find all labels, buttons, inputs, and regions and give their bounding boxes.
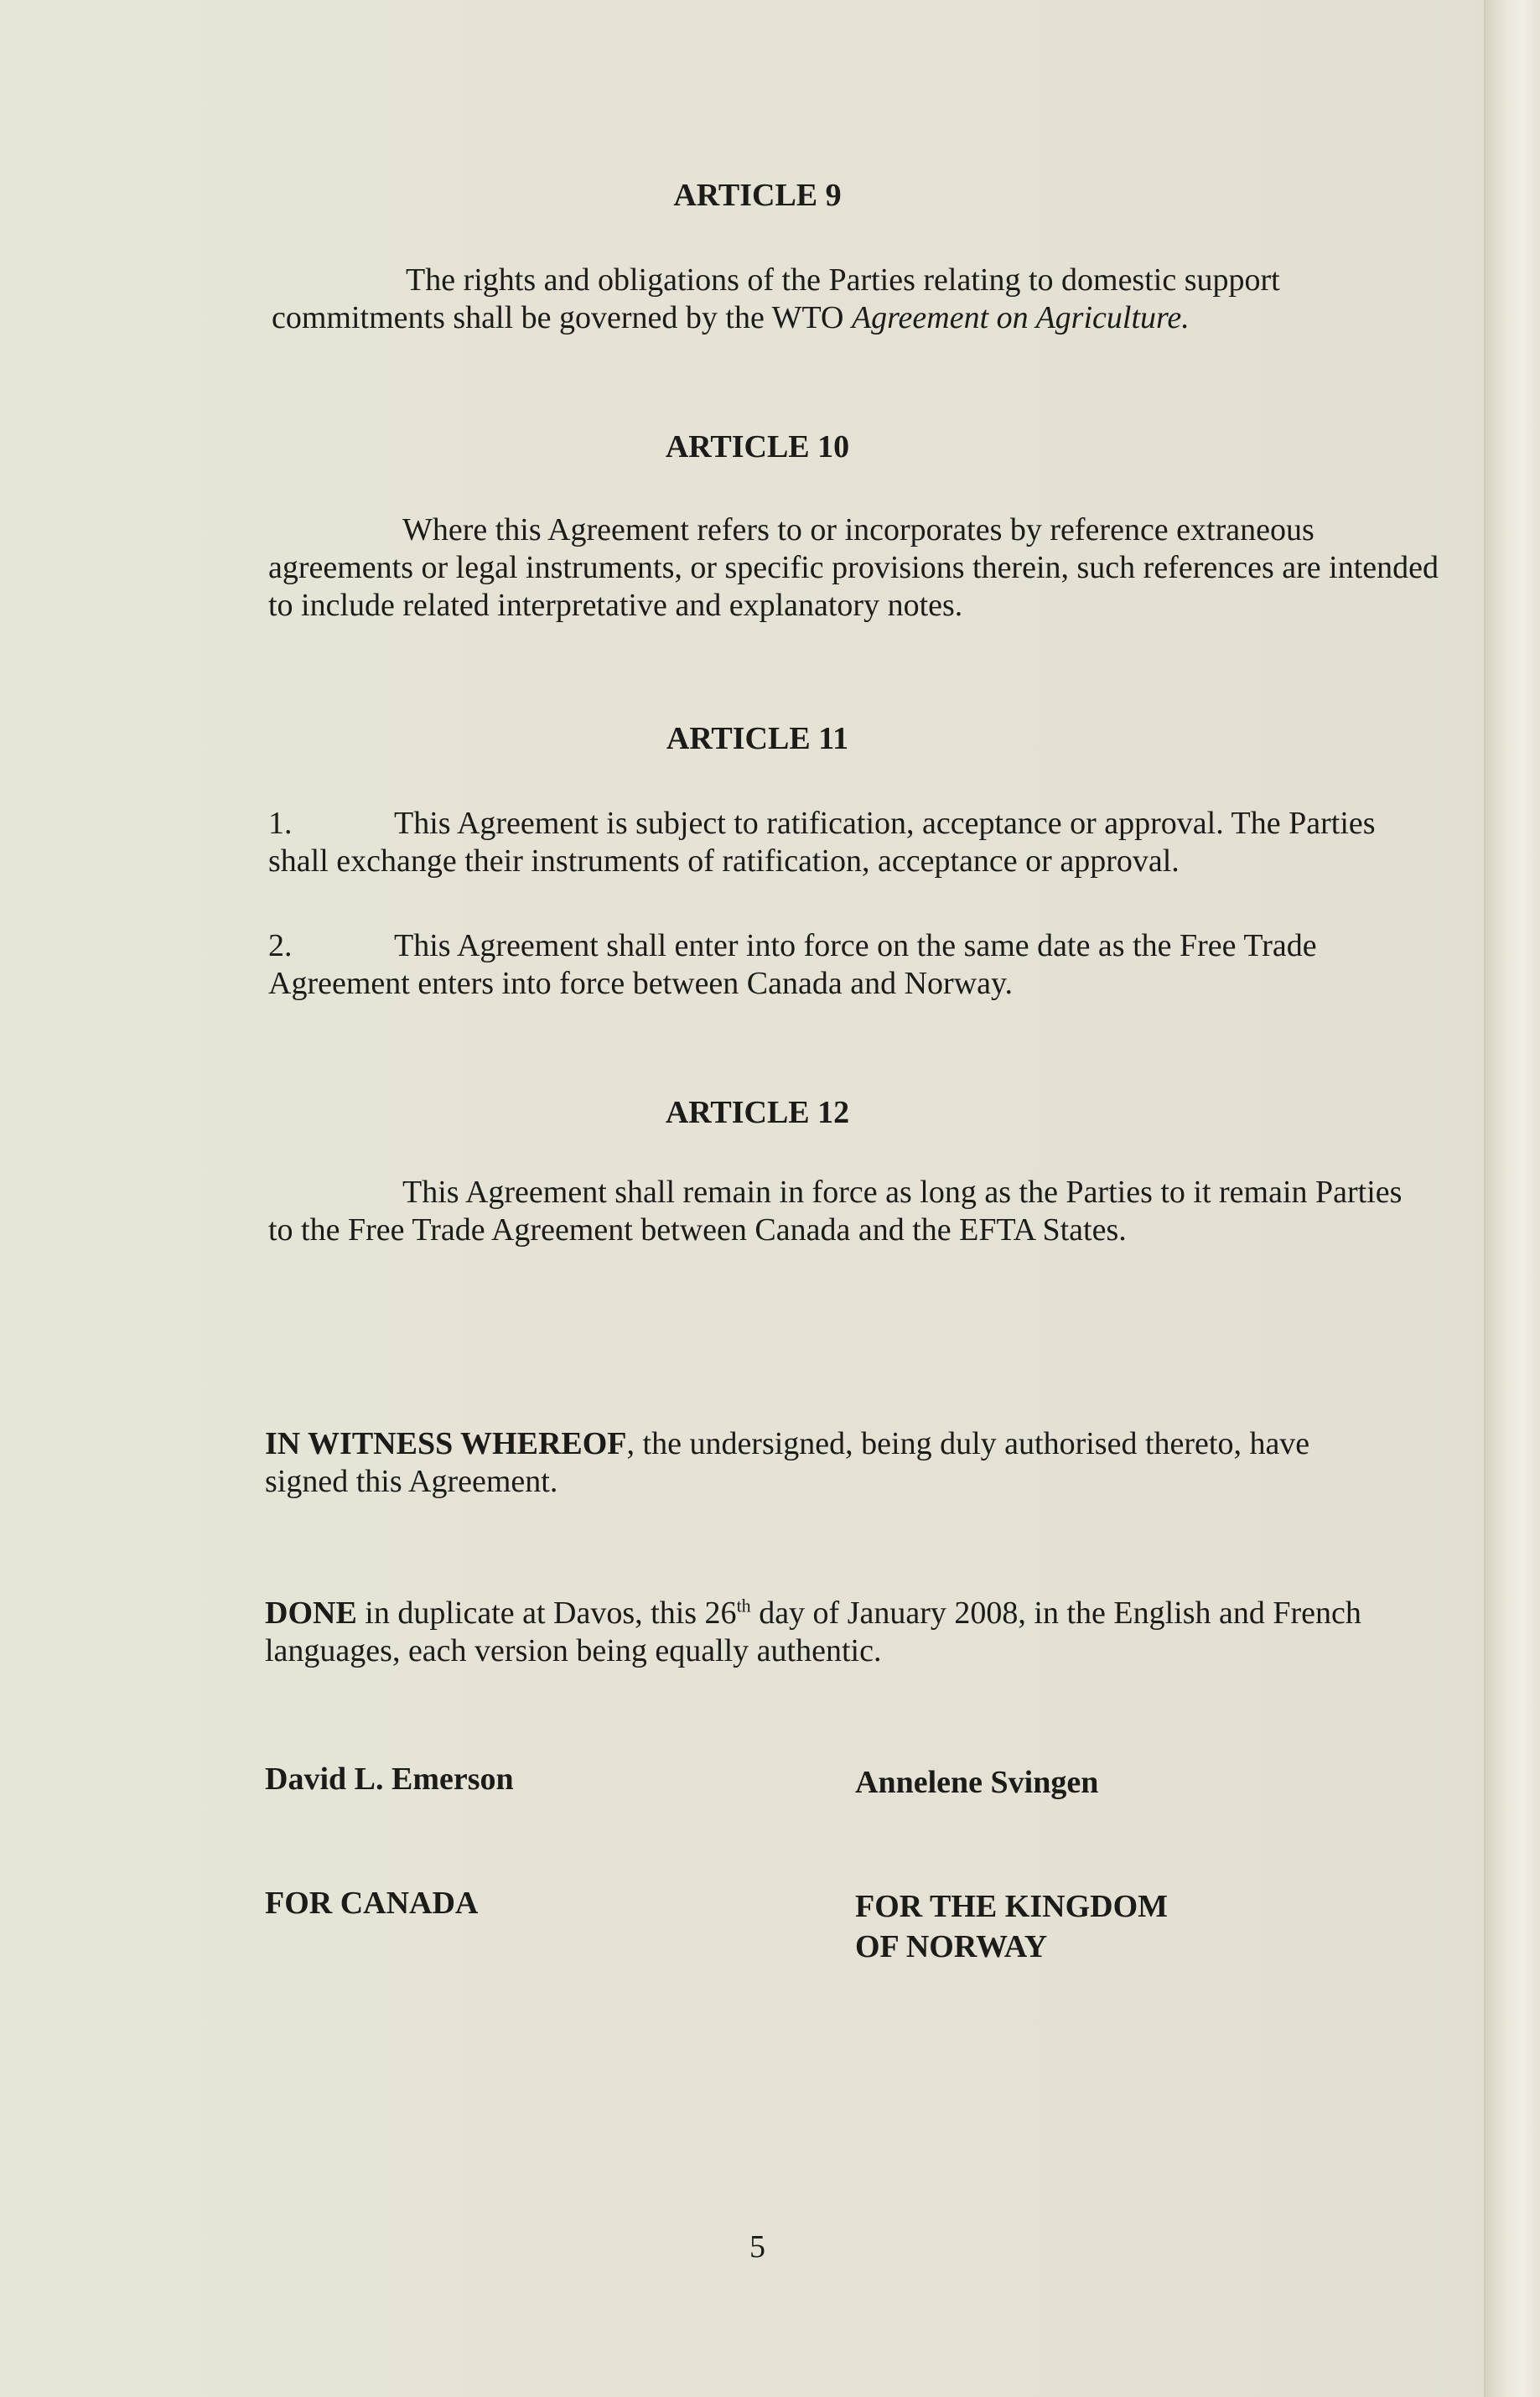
party-canada: FOR CANADA	[265, 1886, 479, 1921]
article-11-heading: ARTICLE 11	[666, 721, 849, 756]
done-lead: DONE	[265, 1595, 357, 1631]
article-12-text: This Agreement shall remain in force as long as the Parties to it remain Parties to the Free Trade Agreement between Canada and the EFTA States.	[268, 1175, 1403, 1248]
done-text-continued: day of January 2008, in the English and French languages, each version being equally authentic.	[265, 1595, 1361, 1668]
article-10-text: Where this Agreement refers to or incorporates by reference extraneous agreements or legal instruments, or specific provisions therein, such references are intended to include related interpretative and explanatory notes.	[268, 512, 1439, 623]
done-clause	[265, 1595, 1397, 1670]
signatory-name-canada: David L. Emerson	[265, 1761, 514, 1797]
ordinal-suffix: th	[736, 1595, 751, 1616]
party-norway-line-2: OF NORWAY	[855, 1929, 1048, 1964]
paragraph-text: This Agreement shall enter into force on the same date as the Free Trade Agreement enters into force between Canada and Norway.	[268, 928, 1317, 1001]
article-9-heading: ARTICLE 9	[673, 178, 842, 213]
article-10-heading: ARTICLE 10	[665, 429, 850, 464]
witness-text: , the undersigned, being duly authorised thereto, have signed this Agreement.	[265, 1426, 1310, 1499]
article-9-text	[272, 262, 1412, 337]
paragraph-number: 2.	[268, 928, 293, 963]
page-number: 5	[749, 2229, 765, 2265]
done-text: in duplicate at Davos, this 26	[356, 1595, 737, 1631]
article-11-paragraph-2	[268, 927, 1434, 1003]
witness-clause	[265, 1425, 1380, 1501]
article-9-text-body: The rights and obligations of the Parties relating to domestic support commitments shall be governed by the WTO	[272, 262, 1280, 335]
party-norway-line-1: FOR THE KINGDOM	[855, 1889, 1168, 1924]
party-norway	[855, 1886, 1168, 1967]
article-9-agreement-title: Agreement on Agriculture.	[851, 300, 1190, 335]
witness-lead: IN WITNESS WHEREOF	[265, 1426, 627, 1461]
paragraph-text: This Agreement is subject to ratification, acceptance or approval. The Parties shall exchange their instruments of ratification, acceptance or approval.	[268, 806, 1376, 879]
article-12-heading: ARTICLE 12	[665, 1095, 850, 1130]
page-binding-edge	[1484, 0, 1540, 2397]
article-11-paragraph-1	[268, 805, 1434, 880]
paragraph-number: 1.	[268, 806, 293, 841]
signatory-name-norway: Annelene Svingen	[855, 1765, 1099, 1800]
